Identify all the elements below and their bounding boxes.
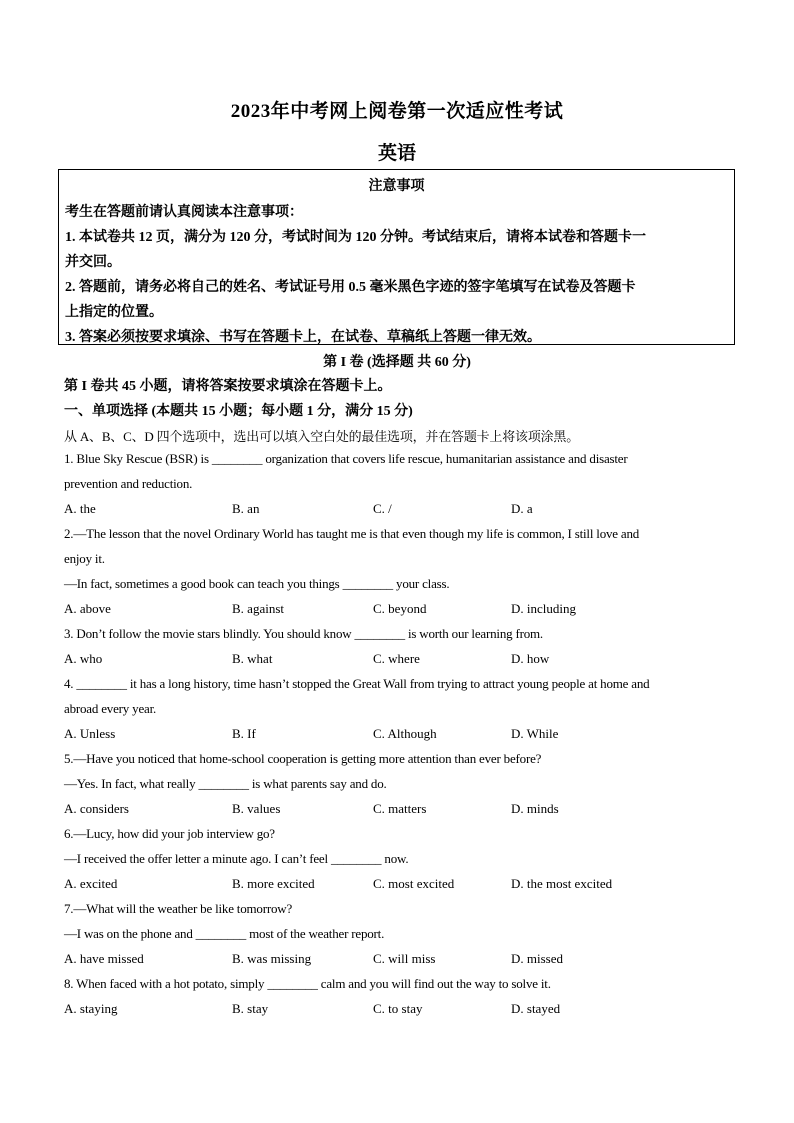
- option-c: C. will miss: [373, 951, 436, 966]
- notice-line: 上指定的位置。: [65, 305, 163, 320]
- part-instruction: 从 A、B、C、D 四个选项中，选出可以填入空白处的最佳选项，并在答题卡上将该项涂黑。: [64, 429, 580, 444]
- question-text: 7.—What will the weather be like tomorrow?: [64, 901, 293, 916]
- option-a: A. staying: [64, 1001, 118, 1016]
- option-d: D. While: [511, 726, 559, 741]
- question-text: prevention and reduction.: [64, 476, 193, 491]
- question-text: —Yes. In fact, what really ________ is what parents say and do.: [64, 776, 387, 791]
- option-b: B. was missing: [232, 951, 312, 966]
- option-c: C. /: [373, 501, 392, 516]
- option-c: C. where: [373, 651, 420, 666]
- question-text: 3. Don’t follow the movie stars blindly. You should know ________ is worth our learning from.: [64, 626, 543, 641]
- option-d: D. a: [511, 501, 533, 516]
- notice-box: [58, 169, 735, 345]
- option-c: C. to stay: [373, 1001, 423, 1016]
- notice-line: 并交回。: [65, 255, 121, 270]
- option-b: B. against: [232, 601, 284, 616]
- option-d: D. missed: [511, 951, 563, 966]
- subject-title: 英语: [377, 143, 416, 164]
- option-b: B. an: [232, 501, 260, 516]
- notice-title: 注意事项: [368, 179, 425, 194]
- option-a: A. considers: [64, 801, 129, 816]
- option-d: D. stayed: [511, 1001, 561, 1016]
- option-b: B. If: [232, 726, 256, 741]
- notice-line: 2. 答题前，请务必将自己的姓名、考试证号用 0.5 毫米黑色字迹的签字笔填写在试卷及答题卡: [65, 280, 636, 295]
- option-a: A. above: [64, 601, 111, 616]
- option-a: A. the: [64, 501, 96, 516]
- question-text: —I received the offer letter a minute ago. I can’t feel ________ now.: [64, 851, 409, 866]
- exam-title: 2023年中考网上阅卷第一次适应性考试: [230, 101, 564, 122]
- option-b: B. stay: [232, 1001, 269, 1016]
- question-text: abroad every year.: [64, 701, 157, 716]
- option-d: D. the most excited: [511, 876, 613, 891]
- option-d: D. including: [511, 601, 576, 616]
- notice-line: 考生在答题前请认真阅读本注意事项：: [65, 205, 303, 220]
- question-text: —I was on the phone and ________ most of the weather report.: [64, 926, 385, 941]
- question-text: 8. When faced with a hot potato, simply ________ calm and you will find out the way to solve it.: [64, 976, 551, 991]
- question-text: 2.—The lesson that the novel Ordinary World has taught me is that even though my life is common, I still love and: [64, 526, 640, 541]
- option-a: A. who: [64, 651, 103, 666]
- option-a: A. have missed: [64, 951, 144, 966]
- section-intro: 第 I 卷共 45 小题，请将答案按要求填涂在答题卡上。: [64, 379, 392, 394]
- option-d: D. minds: [511, 801, 559, 816]
- option-b: B. what: [232, 651, 273, 666]
- option-c: C. Although: [373, 726, 437, 741]
- part-title: 一、单项选择 (本题共 15 小题；每小题 1 分，满分 15 分): [64, 404, 413, 419]
- question-text: 5.—Have you noticed that home-school cooperation is getting more attention than ever before?: [64, 751, 542, 766]
- option-a: A. Unless: [64, 726, 116, 741]
- option-c: C. beyond: [373, 601, 427, 616]
- section-title: 第 I 卷 (选择题 共 60 分): [323, 355, 471, 370]
- option-c: C. matters: [373, 801, 427, 816]
- question-text: 1. Blue Sky Rescue (BSR) is ________ organization that covers life rescue, humanitarian assistance and disaster: [64, 451, 628, 466]
- option-c: C. most excited: [373, 876, 455, 891]
- option-a: A. excited: [64, 876, 118, 891]
- option-d: D. how: [511, 651, 550, 666]
- question-text: 6.—Lucy, how did your job interview go?: [64, 826, 275, 841]
- notice-line: 1. 本试卷共 12 页，满分为 120 分，考试时间为 120 分钟。考试结束后，请将本试卷和答题卡一: [65, 230, 646, 245]
- question-text: 4. ________ it has a long history, time hasn’t stopped the Great Wall from trying to attract young people at home and: [64, 676, 650, 691]
- notice-line: 3. 答案必须按要求填涂、书写在答题卡上，在试卷、草稿纸上答题一律无效。: [65, 330, 541, 345]
- option-b: B. more excited: [232, 876, 315, 891]
- question-text: enjoy it.: [64, 551, 105, 566]
- question-text: —In fact, sometimes a good book can teach you things ________ your class.: [64, 576, 450, 591]
- option-b: B. values: [232, 801, 281, 816]
